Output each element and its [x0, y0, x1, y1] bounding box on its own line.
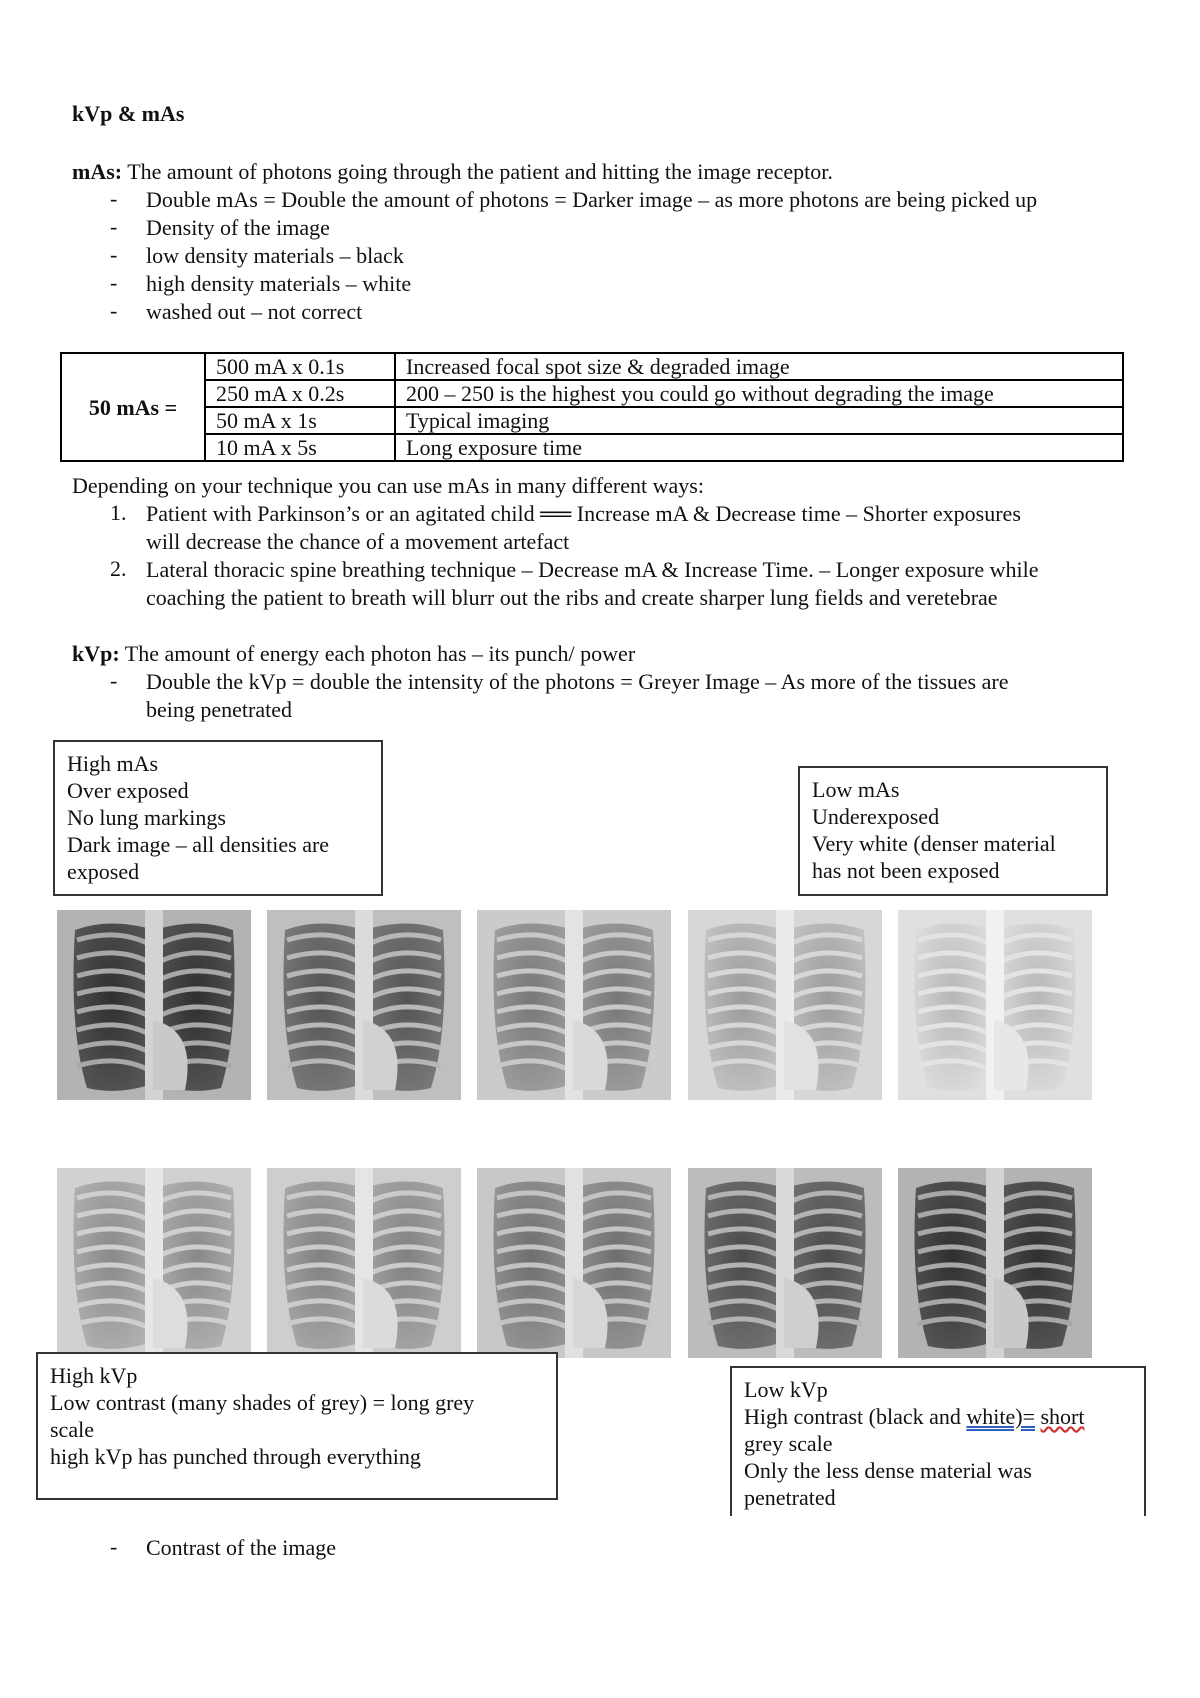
note-line: penetrated — [744, 1485, 836, 1510]
chest-xray-thumbnail — [57, 910, 251, 1100]
note-line: Low kVp — [744, 1377, 828, 1402]
kvp-bullet: Double the kVp = double the intensity of the photons = Greyer Image – As more of the tissues are — [146, 669, 1009, 694]
chest-xray-image — [688, 1168, 882, 1358]
bullet-dash: - — [110, 270, 118, 295]
chest-xray-thumbnail — [898, 910, 1092, 1100]
note-text: High contrast (black and — [744, 1404, 967, 1429]
note-line: Underexposed — [812, 804, 940, 829]
chest-xray-image — [57, 910, 251, 1100]
chest-xray-image — [898, 1168, 1092, 1358]
note-line: scale — [50, 1417, 94, 1442]
kvp-label: kVp: — [72, 641, 120, 666]
kvp-definition-line — [72, 640, 635, 668]
note-high-kvp — [36, 1352, 558, 1500]
list-number: 1. — [110, 500, 127, 525]
mas-bullet: low density materials – black — [146, 243, 404, 268]
kvp-final-bullet: Contrast of the image — [146, 1535, 337, 1560]
note-low-kvp — [730, 1366, 1146, 1516]
table-setting: 250 mA x 0.2s — [205, 380, 395, 407]
technique-intro: Depending on your technique you can use mAs in many different ways: — [72, 473, 704, 498]
note-line: Low mAs — [812, 777, 900, 802]
table-row — [61, 353, 1123, 380]
note-line: has not been exposed — [812, 858, 1000, 883]
note-line: High kVp — [50, 1363, 138, 1388]
note-line: Low contrast (many shades of grey) = long grey — [50, 1390, 475, 1415]
bullet-dash: - — [110, 214, 118, 239]
technique-item-line: coaching the patient to breath will blurr out the ribs and create sharper lung fields and veretebrae — [146, 585, 998, 610]
note-line: Very white (denser material — [812, 831, 1056, 856]
table-label: 50 mAs = — [61, 353, 205, 461]
mas-definition: The amount of photons going through the patient and hitting the image receptor. — [127, 159, 833, 184]
chest-xray-thumbnail — [57, 1168, 251, 1358]
bullet-dash: - — [110, 242, 118, 267]
note-line: Only the less dense material was — [744, 1458, 1032, 1483]
kvp-definition: The amount of energy each photon has – its punch/ power — [124, 641, 636, 666]
note-low-mas — [798, 766, 1108, 896]
page-title: kVp & mAs — [72, 101, 185, 126]
technique-item-line: Lateral thoracic spine breathing technique – Decrease mA & Increase Time. – Longer exposure while — [146, 557, 1039, 582]
technique-item-line: Patient with Parkinson’s or an agitated child ══ Increase mA & Decrease time – Shorter exposures — [146, 501, 1021, 526]
table-note: Typical imaging — [395, 407, 1123, 434]
chest-xray-thumbnail — [898, 1168, 1092, 1358]
note-line: Dark image – all densities are — [67, 832, 330, 857]
mas-bullet: Double mAs = Double the amount of photons = Darker image – as more photons are being picked up — [146, 187, 1038, 212]
chest-xray-thumbnail — [477, 1168, 671, 1358]
note-line: exposed — [67, 859, 140, 884]
table-setting: 50 mA x 1s — [205, 407, 395, 434]
note-line: high kVp has punched through everything — [50, 1444, 421, 1469]
chest-xray-thumbnail — [688, 1168, 882, 1358]
table-note: Long exposure time — [395, 434, 1123, 461]
bullet-dash: - — [110, 298, 118, 323]
table-row — [61, 380, 1123, 407]
note-line: High mAs — [67, 751, 159, 776]
bullet-dash: - — [110, 668, 118, 693]
chest-xray-image — [267, 910, 461, 1100]
note-text-misspelled: short — [1040, 1404, 1085, 1429]
list-number: 2. — [110, 556, 127, 581]
mas-bullet: high density materials – white — [146, 271, 412, 296]
mas-bullet: Density of the image — [146, 215, 330, 240]
table-row — [61, 434, 1123, 461]
note-line: Over exposed — [67, 778, 189, 803]
bullet-dash: - — [110, 1534, 118, 1559]
chest-xray-image — [688, 910, 882, 1100]
chest-xray-thumbnail — [688, 910, 882, 1100]
note-line: grey scale — [744, 1431, 833, 1456]
bullet-dash: - — [110, 186, 118, 211]
table-setting: 10 mA x 5s — [205, 434, 395, 461]
chest-xray-image — [267, 1168, 461, 1358]
chest-xray-image — [477, 910, 671, 1100]
mas-bullet: washed out – not correct — [146, 299, 363, 324]
chest-xray-image — [477, 1168, 671, 1358]
note-high-mas — [53, 740, 383, 896]
chest-xray-image — [57, 1168, 251, 1358]
table-row — [61, 407, 1123, 434]
chest-xray-thumbnail — [267, 1168, 461, 1358]
mas-label: mAs: — [72, 159, 123, 184]
chest-xray-thumbnail — [267, 910, 461, 1100]
table-setting: 500 mA x 0.1s — [205, 353, 395, 380]
technique-item-line: will decrease the chance of a movement artefact — [146, 529, 570, 554]
mas-definition-line — [72, 158, 833, 186]
chest-xray-thumbnail — [477, 910, 671, 1100]
mas-table — [60, 352, 1124, 462]
kvp-bullet: being penetrated — [146, 697, 292, 722]
note-text-underlined: white)= — [966, 1404, 1035, 1429]
chest-xray-image — [898, 910, 1092, 1100]
note-line: No lung markings — [67, 805, 226, 830]
table-note: Increased focal spot size & degraded image — [395, 353, 1123, 380]
table-note: 200 – 250 is the highest you could go without degrading the image — [395, 380, 1123, 407]
note-line — [744, 1403, 1132, 1430]
